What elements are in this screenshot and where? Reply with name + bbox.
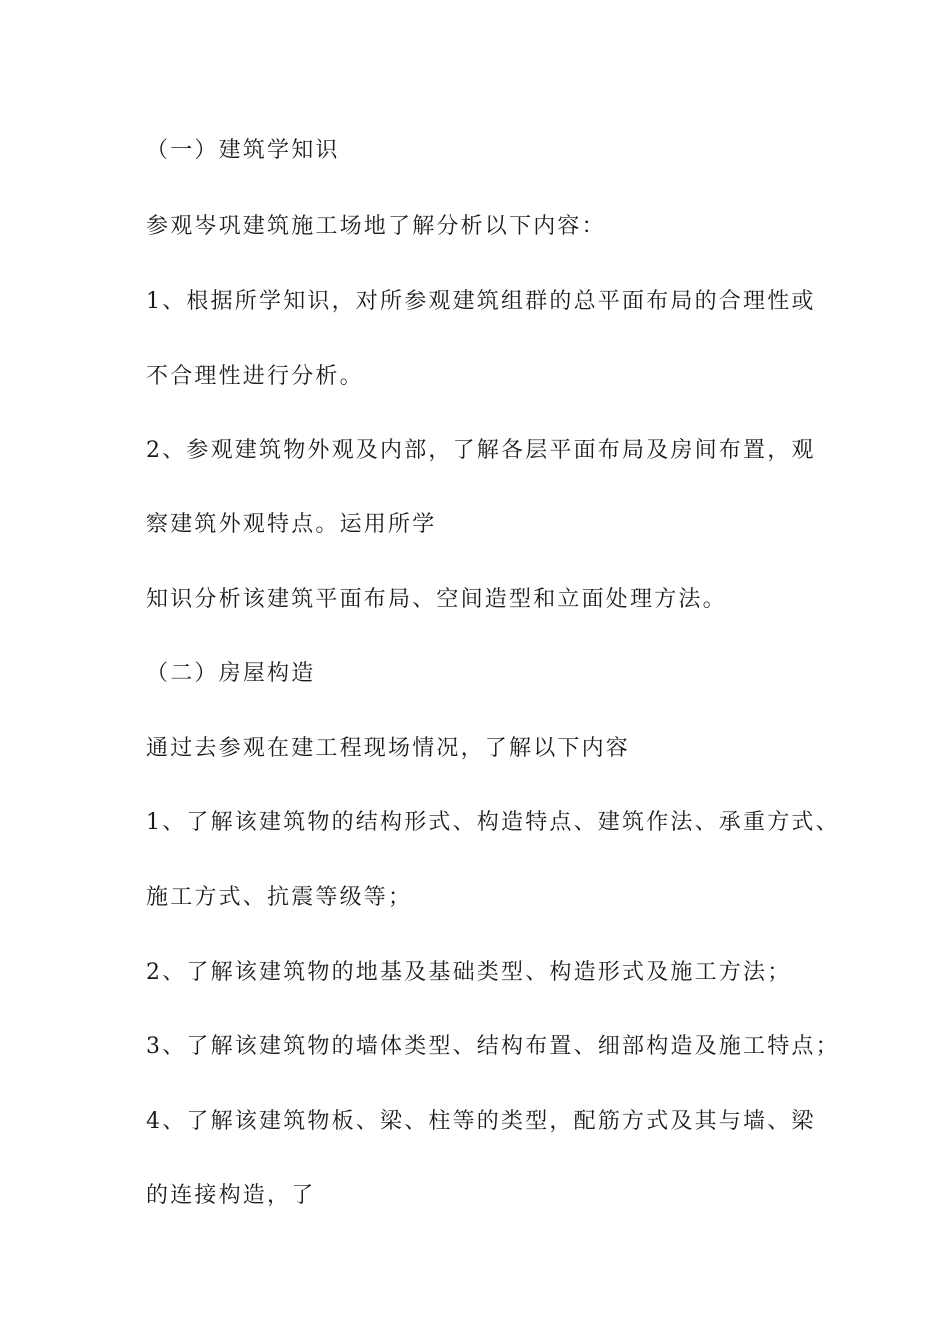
construction-item-4-line-2: 的连接构造，了 bbox=[146, 1183, 316, 1208]
list-item-1-line-2: 不合理性进行分析。 bbox=[146, 364, 364, 389]
list-item-2-line-1: 2、参观建筑物外观及内部，了解各层平面布局及房间布置，观 bbox=[146, 438, 816, 463]
paragraph-intro-architecture: 参观岑巩建筑施工场地了解分析以下内容： bbox=[146, 214, 606, 239]
list-item-2-line-2: 察建筑外观特点。运用所学 bbox=[146, 512, 437, 537]
construction-item-1-line-2: 施工方式、抗震等级等； bbox=[146, 885, 413, 910]
paragraph-intro-construction: 通过去参观在建工程现场情况，了解以下内容 bbox=[146, 736, 631, 761]
construction-item-3: 3、了解该建筑物的墙体类型、结构布置、细部构造及施工特点； bbox=[146, 1034, 840, 1059]
construction-item-2: 2、了解该建筑物的地基及基础类型、构造形式及施工方法； bbox=[146, 960, 792, 985]
list-item-1-line-1: 1、根据所学知识，对所参观建筑组群的总平面布局的合理性或 bbox=[146, 289, 816, 314]
list-item-2-line-3: 知识分析该建筑平面布局、空间造型和立面处理方法。 bbox=[146, 587, 727, 612]
construction-item-1-line-1: 1、了解该建筑物的结构形式、构造特点、建筑作法、承重方式、 bbox=[146, 810, 840, 835]
section-heading-construction: （二）房屋构造 bbox=[146, 661, 316, 686]
construction-item-4-line-1: 4、了解该建筑物板、梁、柱等的类型，配筋方式及其与墙、梁 bbox=[146, 1109, 816, 1134]
section-heading-architecture: （一）建筑学知识 bbox=[146, 138, 340, 163]
